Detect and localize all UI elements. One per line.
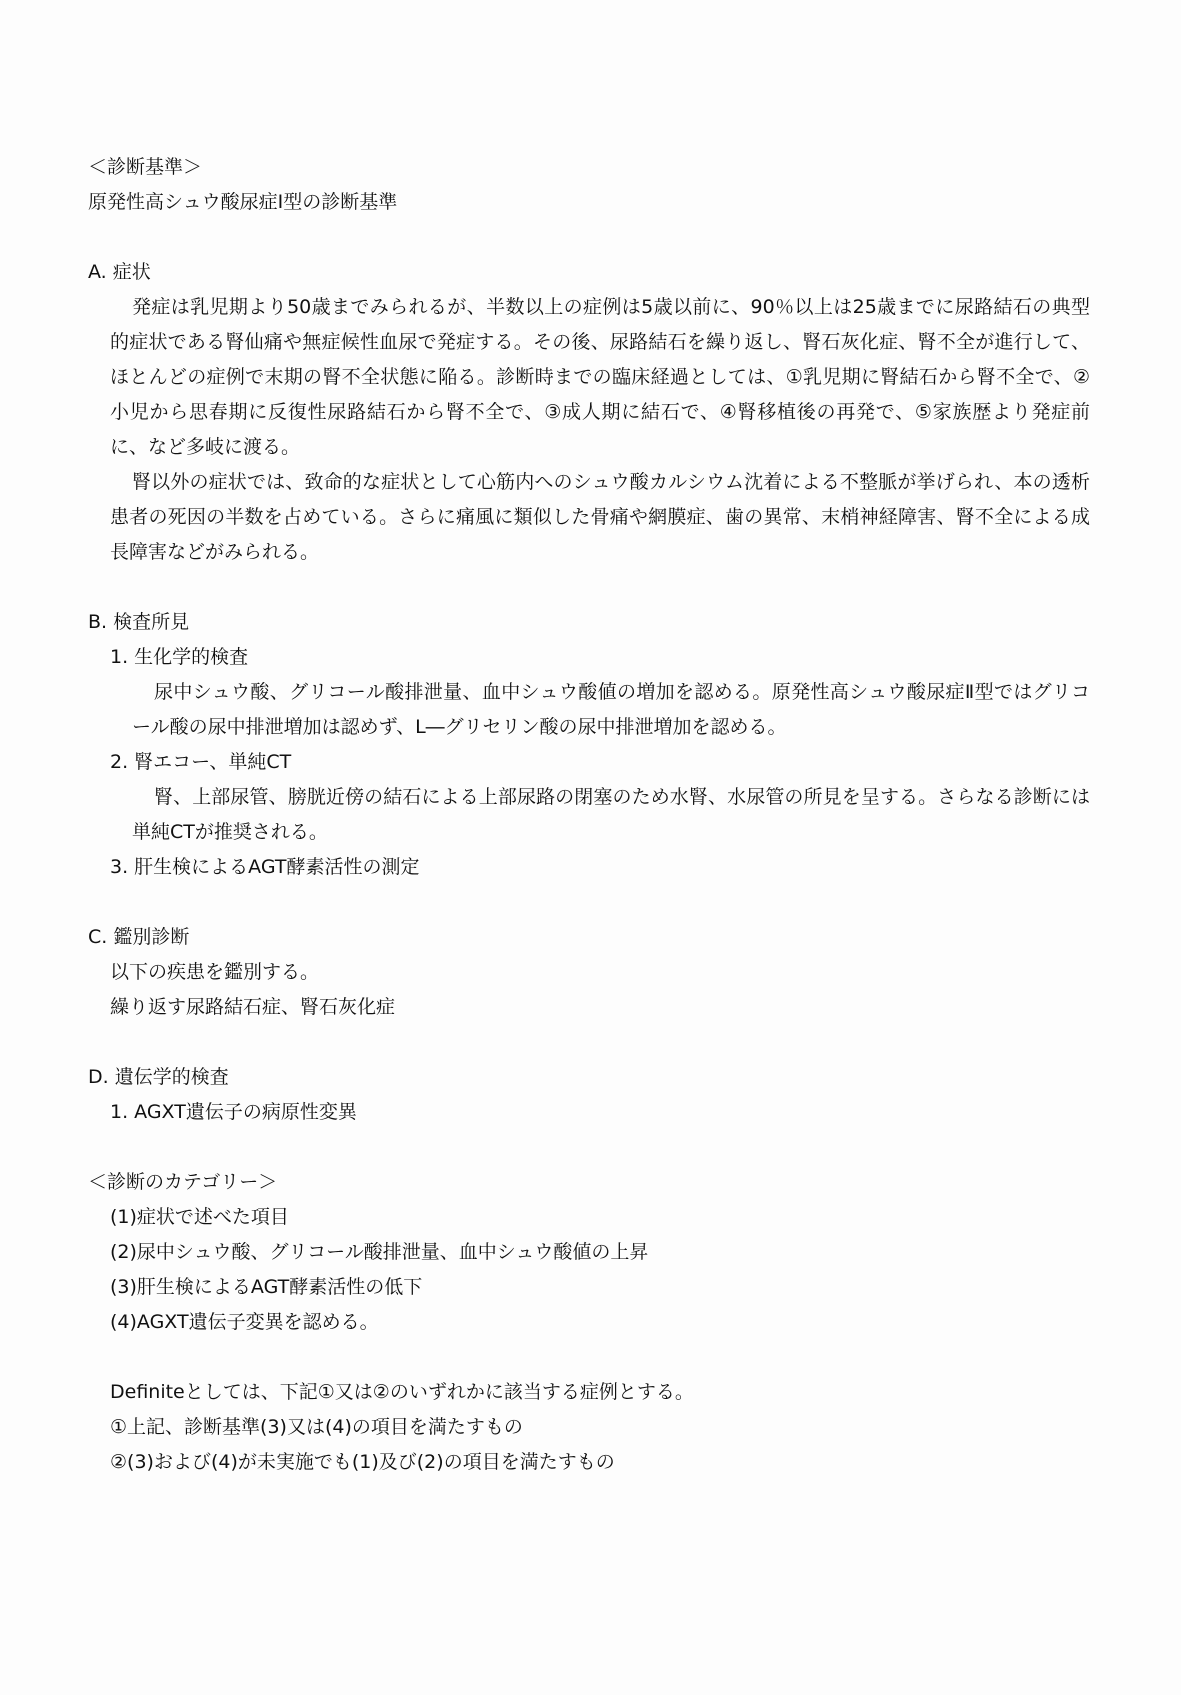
- category-item-4: (4)AGXT遺伝子変異を認める。: [110, 1311, 379, 1333]
- section-d-item-1: 1. AGXT遺伝子の病原性変異: [110, 1101, 357, 1123]
- section-d-heading: D. 遺伝学的検査: [88, 1066, 229, 1088]
- definite-item-2: ②(3)および(4)が未実施でも(1)及び(2)の項目を満たすもの: [110, 1451, 615, 1473]
- definite-intro: Definiteとしては、下記①又は②のいずれかに該当する症例とする。: [110, 1381, 694, 1403]
- section-c-line-2: 繰り返す尿路結石症、腎石灰化症: [110, 996, 396, 1018]
- section-b-item-3-label: 3. 肝生検によるAGT酵素活性の測定: [110, 856, 420, 878]
- section-b-item-2-text: 腎、上部尿管、膀胱近傍の結石による上部尿路の閉塞のため水腎、水尿管の所見を呈する。さらなる診断には単純CTが推奨される。: [132, 786, 1090, 843]
- section-c-heading: C. 鑑別診断: [88, 926, 190, 948]
- definite-item-1: ①上記、診断基準(3)又は(4)の項目を満たすもの: [110, 1416, 523, 1438]
- category-item-2: (2)尿中シュウ酸、グリコール酸排泄量、血中シュウ酸値の上昇: [110, 1241, 649, 1263]
- document-page: [88, 150, 1090, 1480]
- section-b-item-1-text: 尿中シュウ酸、グリコール酸排泄量、血中シュウ酸値の増加を認める。原発性高シュウ酸尿症Ⅱ型ではグリコール酸の尿中排泄増加は認めず、L―グリセリン酸の尿中排泄増加を認める。: [132, 681, 1090, 738]
- section-a-paragraph-1: 発症は乳児期より50歳までみられるが、半数以上の症例は5歳以前に、90％以上は25歳までに尿路結石の典型的症状である腎仙痛や無症候性血尿で発症する。その後、尿路結石を繰り返し、腎石灰化症、腎不全が進行して、ほとんどの症例で末期の腎不全状態に陥る。診断時までの臨床経過としては、①乳児期に腎結石から腎不全で、②小児から思春期に反復性尿路結石から腎不全で、③成人期に結石で、④腎移植後の再発で、⑤家族歴より発症前に、など多岐に渡る。: [110, 296, 1090, 458]
- section-a-paragraph-2: 腎以外の症状では、致命的な症状として心筋内へのシュウ酸カルシウム沈着による不整脈が挙げられ、本の透析患者の死因の半数を占めている。さらに痛風に類似した骨痛や網膜症、歯の異常、末梢神経障害、腎不全による成長障害などがみられる。: [110, 471, 1090, 563]
- section-b-item-1-label: 1. 生化学的検査: [110, 646, 249, 668]
- section-title: ＜診断基準＞: [88, 156, 203, 178]
- section-c-line-1: 以下の疾患を鑑別する。: [110, 961, 320, 983]
- section-a-heading: A. 症状: [88, 261, 151, 283]
- category-item-1: (1)症状で述べた項目: [110, 1206, 289, 1228]
- section-b-heading: B. 検査所見: [88, 611, 190, 633]
- section-b-item-2-label: 2. 腎エコー、単純CT: [110, 751, 292, 773]
- category-heading: ＜診断のカテゴリー＞: [88, 1171, 278, 1193]
- document-title: 原発性高シュウ酸尿症Ⅰ型の診断基準: [88, 191, 398, 213]
- category-item-3: (3)肝生検によるAGT酵素活性の低下: [110, 1276, 423, 1298]
